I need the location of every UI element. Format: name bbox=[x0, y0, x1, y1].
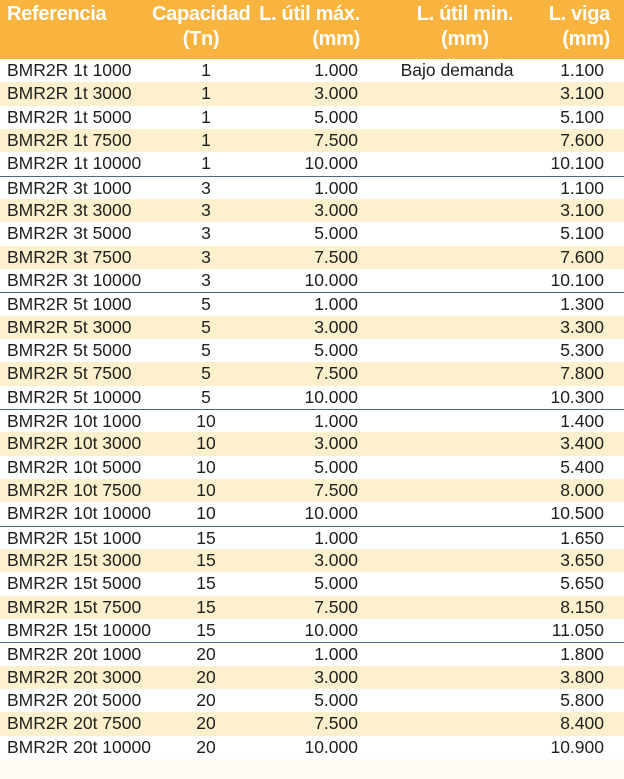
cell-util-min: Bajo demanda bbox=[400, 60, 514, 80]
table-row bbox=[0, 386, 624, 409]
cell-referencia: BMR2R 3t 1000 bbox=[7, 177, 132, 198]
cell-capacidad: 3 bbox=[201, 246, 211, 267]
table-row bbox=[0, 689, 624, 712]
cell-util-max: 3.000 bbox=[314, 83, 358, 104]
cell-util-max: 5.000 bbox=[314, 689, 358, 710]
cell-referencia: BMR2R 5t 1000 bbox=[7, 294, 132, 315]
table-row bbox=[0, 152, 624, 175]
table-row bbox=[0, 619, 624, 642]
cell-util-max: 3.000 bbox=[314, 549, 358, 570]
cell-capacidad: 5 bbox=[201, 294, 211, 315]
cell-referencia: BMR2R 1t 1000 bbox=[7, 60, 132, 80]
table-row bbox=[0, 456, 624, 479]
cell-viga: 8.150 bbox=[560, 596, 604, 617]
cell-referencia: BMR2R 3t 10000 bbox=[7, 269, 142, 290]
table-row bbox=[0, 129, 624, 152]
header-util-min-unit: (mm) bbox=[441, 28, 489, 50]
cell-viga: 5.650 bbox=[560, 573, 604, 594]
cell-viga: 10.300 bbox=[550, 386, 604, 407]
cell-viga: 7.600 bbox=[560, 129, 604, 150]
cell-viga: 3.100 bbox=[560, 199, 604, 220]
cell-referencia: BMR2R 20t 3000 bbox=[7, 666, 142, 687]
cell-viga: 3.100 bbox=[560, 83, 604, 104]
cell-capacidad: 15 bbox=[196, 619, 216, 640]
cell-referencia: BMR2R 1t 7500 bbox=[7, 129, 132, 150]
cell-referencia: BMR2R 20t 5000 bbox=[7, 689, 142, 710]
cell-viga: 8.000 bbox=[560, 479, 604, 500]
cell-util-max: 7.500 bbox=[314, 363, 358, 384]
cell-capacidad: 15 bbox=[196, 596, 216, 617]
cell-viga: 3.800 bbox=[560, 666, 604, 687]
cell-referencia: BMR2R 5t 3000 bbox=[7, 316, 132, 337]
cell-capacidad: 1 bbox=[201, 153, 211, 174]
header-referencia bbox=[7, 2, 106, 27]
cell-viga: 5.300 bbox=[560, 339, 604, 360]
table-row bbox=[0, 269, 624, 292]
cell-referencia: BMR2R 5t 10000 bbox=[7, 386, 142, 407]
cell-viga: 8.400 bbox=[560, 713, 604, 734]
cell-viga: 1.400 bbox=[560, 410, 604, 431]
cell-viga: 3.300 bbox=[560, 316, 604, 337]
cell-referencia: BMR2R 10t 7500 bbox=[7, 479, 142, 500]
cell-referencia: BMR2R 15t 7500 bbox=[7, 596, 142, 617]
header-viga-label: L. viga bbox=[548, 3, 610, 25]
cell-viga: 1.100 bbox=[560, 177, 604, 198]
cell-util-max: 3.000 bbox=[314, 316, 358, 337]
cell-capacidad: 10 bbox=[196, 433, 216, 454]
table-row bbox=[0, 82, 624, 105]
cell-capacidad: 10 bbox=[196, 479, 216, 500]
cell-referencia: BMR2R 10t 10000 bbox=[7, 503, 151, 524]
table-row bbox=[0, 59, 624, 82]
header-capacidad bbox=[152, 2, 250, 52]
cell-capacidad: 15 bbox=[196, 527, 216, 548]
cell-util-max: 1.000 bbox=[314, 410, 358, 431]
cell-util-max: 10.000 bbox=[304, 153, 358, 174]
cell-util-max: 3.000 bbox=[314, 666, 358, 687]
cell-capacidad: 20 bbox=[196, 713, 216, 734]
cell-util-max: 7.500 bbox=[314, 596, 358, 617]
header-capacidad-label: Capacidad bbox=[152, 3, 251, 25]
cell-viga: 5.100 bbox=[560, 223, 604, 244]
cell-viga: 7.800 bbox=[560, 363, 604, 384]
header-viga-unit: (mm) bbox=[562, 28, 610, 50]
cell-util-max: 1.000 bbox=[314, 60, 358, 80]
cell-capacidad: 1 bbox=[201, 129, 211, 150]
cell-viga: 1.300 bbox=[560, 294, 604, 315]
cell-capacidad: 1 bbox=[201, 60, 211, 80]
table-row bbox=[0, 292, 624, 315]
cell-capacidad: 3 bbox=[201, 223, 211, 244]
cell-capacidad: 5 bbox=[201, 363, 211, 384]
cell-util-max: 1.000 bbox=[314, 294, 358, 315]
cell-referencia: BMR2R 15t 3000 bbox=[7, 549, 142, 570]
cell-referencia: BMR2R 20t 10000 bbox=[7, 736, 151, 757]
cell-util-max: 5.000 bbox=[314, 339, 358, 360]
cell-referencia: BMR2R 3t 3000 bbox=[7, 199, 132, 220]
cell-viga: 10.900 bbox=[550, 736, 604, 757]
cell-viga: 10.500 bbox=[550, 503, 604, 524]
cell-referencia: BMR2R 1t 5000 bbox=[7, 106, 132, 127]
cell-util-max: 5.000 bbox=[314, 573, 358, 594]
cell-referencia: BMR2R 10t 1000 bbox=[7, 410, 142, 431]
cell-capacidad: 20 bbox=[196, 736, 216, 757]
table-row bbox=[0, 339, 624, 362]
cell-capacidad: 3 bbox=[201, 177, 211, 198]
cell-util-max: 10.000 bbox=[304, 619, 358, 640]
cell-referencia: BMR2R 3t 5000 bbox=[7, 223, 132, 244]
cell-viga: 1.100 bbox=[560, 60, 604, 80]
cell-referencia: BMR2R 1t 10000 bbox=[7, 153, 142, 174]
cell-util-max: 1.000 bbox=[314, 527, 358, 548]
cell-util-max: 10.000 bbox=[304, 269, 358, 290]
table-row bbox=[0, 222, 624, 245]
cell-referencia: BMR2R 1t 3000 bbox=[7, 83, 132, 104]
cell-referencia: BMR2R 10t 3000 bbox=[7, 433, 142, 454]
cell-capacidad: 1 bbox=[201, 106, 211, 127]
table-row bbox=[0, 736, 624, 759]
cell-util-max: 10.000 bbox=[304, 386, 358, 407]
cell-referencia: BMR2R 20t 7500 bbox=[7, 713, 142, 734]
cell-capacidad: 10 bbox=[196, 456, 216, 477]
cell-util-max: 3.000 bbox=[314, 199, 358, 220]
cell-referencia: BMR2R 20t 1000 bbox=[7, 644, 142, 665]
cell-util-max: 7.500 bbox=[314, 246, 358, 267]
cell-util-max: 5.000 bbox=[314, 456, 358, 477]
table-header bbox=[0, 0, 624, 59]
cell-util-max: 7.500 bbox=[314, 129, 358, 150]
cell-capacidad: 5 bbox=[201, 316, 211, 337]
cell-viga: 3.650 bbox=[560, 549, 604, 570]
cell-util-max: 10.000 bbox=[304, 503, 358, 524]
cell-capacidad: 3 bbox=[201, 199, 211, 220]
table-row bbox=[0, 199, 624, 222]
table-row bbox=[0, 712, 624, 735]
cell-util-max: 1.000 bbox=[314, 177, 358, 198]
header-util-max bbox=[259, 2, 360, 52]
cell-util-max: 7.500 bbox=[314, 479, 358, 500]
table-row bbox=[0, 502, 624, 525]
header-util-max-label: L. útil máx. bbox=[259, 3, 360, 25]
cell-referencia: BMR2R 5t 5000 bbox=[7, 339, 132, 360]
cell-util-max: 7.500 bbox=[314, 713, 358, 734]
cell-capacidad: 15 bbox=[196, 573, 216, 594]
cell-viga: 10.100 bbox=[550, 153, 604, 174]
cell-util-max: 1.000 bbox=[314, 644, 358, 665]
cell-capacidad: 20 bbox=[196, 644, 216, 665]
table-row bbox=[0, 316, 624, 339]
table-row bbox=[0, 362, 624, 385]
cell-viga: 5.100 bbox=[560, 106, 604, 127]
table-row bbox=[0, 106, 624, 129]
cell-capacidad: 20 bbox=[196, 689, 216, 710]
header-util-min-label: L. útil min. bbox=[416, 3, 514, 25]
table-row bbox=[0, 572, 624, 595]
header-capacidad-unit: (Tn) bbox=[182, 28, 220, 50]
cell-referencia: BMR2R 15t 10000 bbox=[7, 619, 151, 640]
table-row bbox=[0, 549, 624, 572]
cell-capacidad: 15 bbox=[196, 549, 216, 570]
table-row bbox=[0, 526, 624, 549]
header-util-max-unit: (mm) bbox=[312, 28, 360, 50]
cell-util-max: 5.000 bbox=[314, 106, 358, 127]
cell-viga: 1.650 bbox=[560, 527, 604, 548]
cell-referencia: BMR2R 15t 1000 bbox=[7, 527, 142, 548]
cell-capacidad: 5 bbox=[201, 386, 211, 407]
header-util-min bbox=[404, 2, 526, 52]
cell-capacidad: 10 bbox=[196, 503, 216, 524]
cell-viga: 7.600 bbox=[560, 246, 604, 267]
cell-referencia: BMR2R 10t 5000 bbox=[7, 456, 142, 477]
table-body bbox=[0, 59, 624, 759]
table-row bbox=[0, 666, 624, 689]
cell-referencia: BMR2R 15t 5000 bbox=[7, 573, 142, 594]
table-row bbox=[0, 479, 624, 502]
cell-util-max: 3.000 bbox=[314, 433, 358, 454]
table-row bbox=[0, 596, 624, 619]
cell-referencia: BMR2R 3t 7500 bbox=[7, 246, 132, 267]
cell-viga: 5.800 bbox=[560, 689, 604, 710]
cell-capacidad: 5 bbox=[201, 339, 211, 360]
header-viga bbox=[549, 2, 610, 52]
table-row bbox=[0, 432, 624, 455]
table-row bbox=[0, 246, 624, 269]
cell-capacidad: 20 bbox=[196, 666, 216, 687]
cell-referencia: BMR2R 5t 7500 bbox=[7, 363, 132, 384]
cell-viga: 5.400 bbox=[560, 456, 604, 477]
cell-viga: 1.800 bbox=[560, 644, 604, 665]
cell-util-max: 5.000 bbox=[314, 223, 358, 244]
cell-capacidad: 10 bbox=[196, 410, 216, 431]
cell-viga: 3.400 bbox=[560, 433, 604, 454]
table-row bbox=[0, 642, 624, 665]
cell-util-max: 10.000 bbox=[304, 736, 358, 757]
cell-capacidad: 3 bbox=[201, 269, 211, 290]
table-row bbox=[0, 176, 624, 199]
table-row bbox=[0, 409, 624, 432]
cell-viga: 10.100 bbox=[550, 269, 604, 290]
header-referencia-label: Referencia bbox=[7, 3, 107, 25]
cell-viga: 11.050 bbox=[551, 619, 604, 640]
cell-capacidad: 1 bbox=[201, 83, 211, 104]
